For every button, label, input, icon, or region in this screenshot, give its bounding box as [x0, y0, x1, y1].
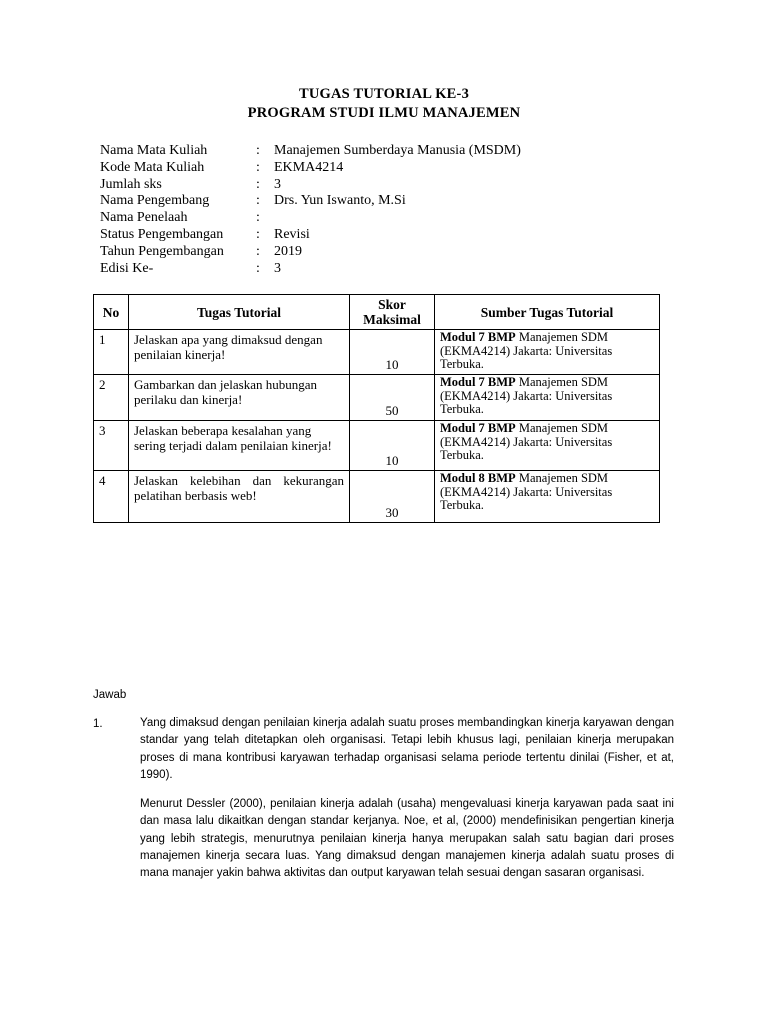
header-source: Sumber Tugas Tutorial	[435, 295, 660, 330]
source-module: Modul 8 BMP	[440, 471, 516, 485]
row-task: Jelaskan apa yang dimaksud dengan penilaian kinerja!	[129, 330, 350, 375]
meta-label: Tahun Pengembangan	[100, 243, 224, 259]
meta-value: Drs. Yun Iswanto, M.Si	[274, 193, 406, 209]
answer-paragraph-1: Yang dimaksud dengan penilaian kinerja adalah suatu proses membandingkan kinerja karyawan dengan standar yang telah ditetapkan oleh organisasi. Tetapi lebih khusus lagi, penilaian kinerja merupakan proses di mana kontribusi karyawan terhadap organisasi selama periode tertentu dinilai (Fisher, et at, 1990).	[140, 717, 674, 781]
meta-row-edition	[100, 261, 521, 278]
meta-row-course-code	[100, 160, 521, 177]
meta-label: Kode Mata Kuliah	[100, 159, 205, 175]
table-header-row	[94, 295, 660, 330]
answer-paragraph-2: Menurut Dessler (2000), penilaian kinerja adalah (usaha) mengevaluasi kinerja karyawan pada saat ini dan masa lalu dikaitkan dengan standar kerjanya. Noe, et al, (2000) mendefinisikan pengertian kinerja yang lebih strategis, menurutnya penilaian kinerja hanya merupakan salah satu bagian dari proses manajemen kinerja secara luas. Yang dimaksud dengan manajemen kinerja adalah suatu proses di mana manajer yakin bahwa aktivitas dan output karyawan telah sesuai dengan sasaran organisasi.	[140, 798, 674, 880]
header-score-line2: Maksimal	[363, 312, 421, 327]
row-number: 4	[94, 471, 129, 523]
source-module: Modul 7 BMP	[440, 330, 516, 344]
table-row	[94, 421, 660, 471]
header-no: No	[94, 295, 129, 330]
meta-row-credits	[100, 177, 521, 194]
meta-row-developer	[100, 193, 521, 210]
meta-label: Status Pengembangan	[100, 226, 224, 242]
row-number: 1	[94, 330, 129, 375]
row-source	[435, 375, 660, 421]
row-task: Jelaskan beberapa kesalahan yang sering terjadi dalam penilaian kinerja!	[129, 421, 350, 471]
meta-label: Nama Mata Kuliah	[100, 143, 208, 158]
course-metadata	[100, 143, 521, 277]
source-reference: Manajemen SDM (EKMA4214) Jakarta: Universitas Terbuka.	[440, 421, 613, 462]
meta-colon: :	[256, 159, 260, 175]
meta-row-status	[100, 227, 521, 244]
table-row	[94, 330, 660, 375]
table-row	[94, 471, 660, 523]
meta-colon: :	[256, 260, 260, 276]
meta-colon: :	[256, 243, 260, 259]
meta-label: Nama Pengembang	[100, 193, 210, 209]
meta-value: 3	[274, 176, 281, 192]
row-source	[435, 421, 660, 471]
document-title-line2: PROGRAM STUDI ILMU MANAJEMEN	[247, 105, 521, 121]
meta-value: Revisi	[274, 226, 310, 242]
meta-row-course-name	[100, 143, 521, 160]
answer-number: 1.	[93, 718, 103, 730]
answer-heading: Jawab	[93, 689, 127, 701]
header-score-line1: Skor	[378, 297, 406, 312]
meta-label: Edisi Ke-	[100, 260, 154, 276]
meta-colon: :	[256, 193, 260, 209]
meta-row-year	[100, 244, 521, 261]
meta-value: Manajemen Sumberdaya Manusia (MSDM)	[274, 143, 521, 158]
source-reference: Manajemen SDM (EKMA4214) Jakarta: Universitas Terbuka.	[440, 375, 613, 416]
meta-colon: :	[256, 176, 260, 192]
row-source	[435, 471, 660, 523]
row-score: 10	[350, 330, 435, 375]
row-number: 2	[94, 375, 129, 421]
row-source	[435, 330, 660, 375]
table-row	[94, 375, 660, 421]
meta-value: 3	[274, 260, 281, 276]
meta-colon: :	[256, 226, 260, 242]
meta-row-reviewer	[100, 210, 521, 227]
row-score: 10	[350, 421, 435, 471]
document-title-line1: TUGAS TUTORIAL KE-3	[298, 86, 470, 102]
header-score	[350, 295, 435, 330]
tutorial-task-table	[93, 294, 660, 523]
source-module: Modul 7 BMP	[440, 421, 516, 435]
meta-colon: :	[256, 210, 260, 226]
source-reference: Manajemen SDM (EKMA4214) Jakarta: Universitas Terbuka.	[440, 330, 613, 371]
meta-value: 2019	[274, 243, 302, 259]
row-task: Gambarkan dan jelaskan hubungan perilaku dan kinerja!	[129, 375, 350, 421]
meta-value: EKMA4214	[274, 159, 344, 175]
meta-label: Jumlah sks	[100, 176, 162, 192]
meta-label: Nama Penelaah	[100, 210, 188, 226]
row-score: 50	[350, 375, 435, 421]
row-task: Jelaskan kelebihan dan kekurangan pelatihan berbasis web!	[129, 471, 350, 523]
source-reference: Manajemen SDM (EKMA4214) Jakarta: Universitas Terbuka.	[440, 471, 613, 512]
meta-colon: :	[256, 143, 260, 158]
header-task: Tugas Tutorial	[129, 295, 350, 330]
row-score: 30	[350, 471, 435, 523]
source-module: Modul 7 BMP	[440, 375, 516, 389]
row-number: 3	[94, 421, 129, 471]
